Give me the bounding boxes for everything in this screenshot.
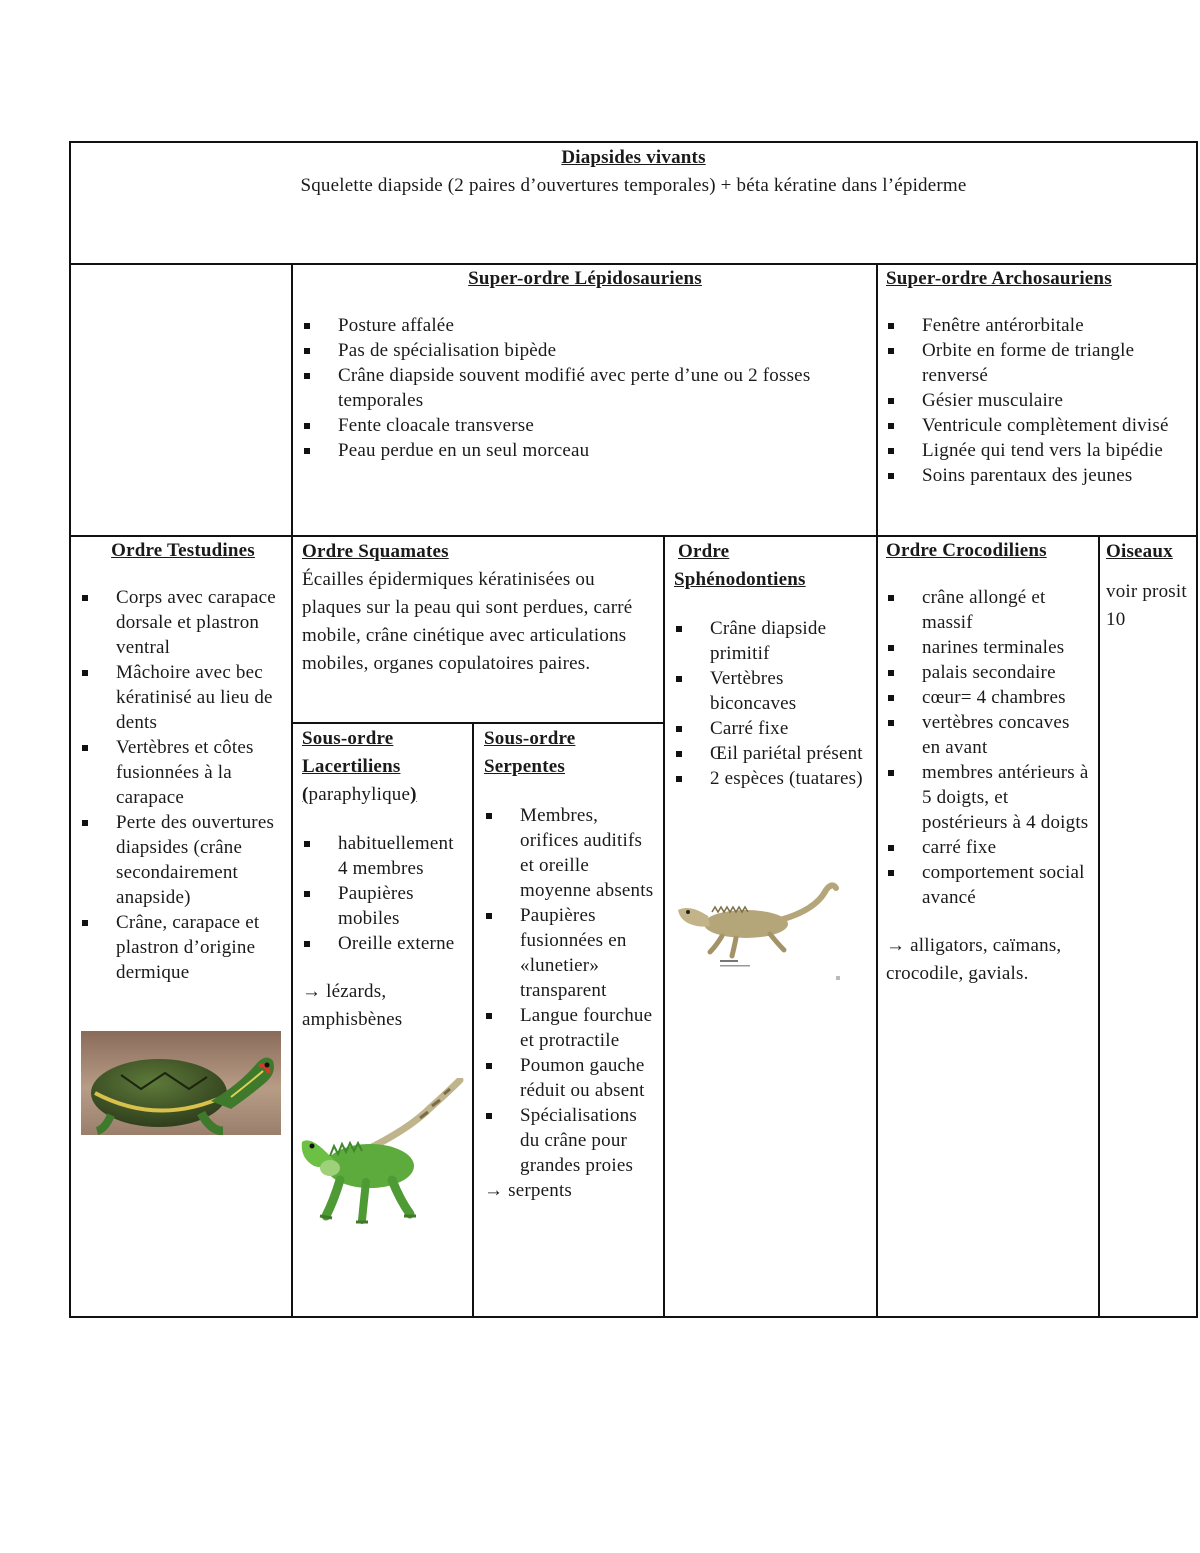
col-divider-d [663,535,665,1318]
list-item: Membres, orifices auditifs et oreille moyenne absents [484,803,656,903]
lacertiliens-result: → lézards, amphisbènes [302,981,403,1030]
list-item: Paupières mobiles [302,881,467,931]
archo-title: Super-ordre Archosauriens [886,268,1112,289]
list-item: habituellement 4 membres [302,831,467,881]
list-item: Langue fourchue et protractile [484,1003,656,1053]
list-item: Crâne diapside primitif [674,616,870,666]
list-item: Orbite en forme de triangle renversé [886,338,1186,388]
list-item: Oreille externe [302,931,467,956]
list-item: comportement social avancé [886,860,1091,910]
testudines-cell [80,538,286,985]
spheno-title-line2: Sphénodontiens [674,569,806,590]
lepido-cell [302,266,868,463]
list-item: Soins parentaux des jeunes [886,463,1186,488]
lacertiliens-title-line2: Lacertiliens [302,756,401,777]
list-item: Lignée qui tend vers la bipédie [886,438,1186,463]
squamates-title: Ordre Squamates [302,541,449,562]
col-divider-c [472,722,474,1318]
lacertiliens-list [302,831,467,956]
list-item: 2 espèces (tuatares) [674,766,870,791]
list-item: cœur= 4 chambres [886,685,1091,710]
testudines-list [80,585,286,985]
list-item: Crâne diapside souvent modifié avec perte d’une ou 2 fosses temporales [302,363,868,413]
lacertiliens-title-line1: Sous-ordre [302,728,394,749]
oiseaux-title: Oiseaux [1106,541,1173,562]
squamates-cell [302,538,652,678]
list-item: vertèbres concaves en avant [886,710,1091,760]
list-item: Corps avec carapace dorsale et plastron ventral [80,585,286,660]
squamates-text: Écailles épidermiques kératinisées ou plaques sur la peau qui sont perdues, carré mobile, crâne cinétique avec articulations mobiles, organes copulatoires paires. [302,569,633,674]
list-item: narines terminales [886,635,1091,660]
list-item: Carré fixe [674,716,870,741]
turtle-image [81,1031,281,1135]
col-divider-a [291,263,293,1318]
row-divider-2 [69,535,1198,537]
list-item: Paupières fusionnées en «lunetier» transparent [484,903,656,1003]
list-item: Pas de spécialisation bipède [302,338,868,363]
iguana-image [300,1078,465,1233]
col-divider-e [1098,535,1100,1318]
lacertiliens-paraphylique: (paraphylique) [302,784,417,805]
spheno-list [674,616,870,791]
right-arrow-icon: → [302,981,322,1002]
list-item: membres antérieurs à 5 doigts, et postérieurs à 4 doigts [886,760,1091,835]
oiseaux-text: voir prosit 10 [1106,581,1187,630]
list-item: Peau perdue en un seul morceau [302,438,868,463]
header-title: Diapsides vivants [561,147,706,168]
list-item: Œil pariétal présent [674,741,870,766]
lacertiliens-cell [302,725,467,1034]
croco-cell [886,538,1091,988]
right-arrow-icon: → [484,1180,504,1201]
serpentes-list [484,803,656,1178]
list-item: Gésier musculaire [886,388,1186,413]
list-item: carré fixe [886,835,1091,860]
list-item: crâne allongé et massif [886,585,1091,635]
list-item: Fente cloacale transverse [302,413,868,438]
header-cell [71,144,1196,200]
squamates-divider [292,722,664,724]
list-item: Crâne, carapace et plastron d’origine dermique [80,910,286,985]
list-item: Vertèbres et côtes fusionnées à la carapace [80,735,286,810]
list-item: Fenêtre antérorbitale [886,313,1186,338]
row-divider-1 [69,263,1198,265]
croco-result: → alligators, caïmans, crocodile, gavials. [886,935,1062,984]
lepido-list [302,313,868,463]
spheno-title-line1: Ordre [678,541,730,562]
archo-cell [886,266,1186,488]
list-item: Spécialisations du crâne pour grandes proies [484,1103,656,1178]
list-item: Perte des ouvertures diapsides (crâne secondairement anapside) [80,810,286,910]
serpentes-title-line2: Serpentes [484,756,565,777]
list-item: Ventricule complètement divisé [886,413,1186,438]
serpentes-cell [484,725,656,1203]
croco-title: Ordre Crocodiliens [886,540,1047,561]
list-item: Vertèbres biconcaves [674,666,870,716]
serpentes-result: → serpents [484,1180,573,1201]
serpentes-title-line1: Sous-ordre [484,728,576,749]
croco-list [886,585,1091,910]
col-divider-b [876,263,878,1318]
right-arrow-icon: → [886,935,906,956]
archo-list [886,313,1186,488]
oiseaux-cell [1106,538,1192,634]
tuatara-image [676,880,840,980]
header-subtitle: Squelette diapside (2 paires d’ouvertures temporales) + béta kératine dans l’épiderme [300,175,967,196]
list-item: Mâchoire avec bec kératinisé au lieu de dents [80,660,286,735]
list-item: palais secondaire [886,660,1091,685]
list-item: Poumon gauche réduit ou absent [484,1053,656,1103]
spheno-cell [674,538,870,791]
list-item: Posture affalée [302,313,868,338]
testudines-title: Ordre Testudines [111,540,255,561]
lepido-title: Super-ordre Lépidosauriens [468,268,702,289]
